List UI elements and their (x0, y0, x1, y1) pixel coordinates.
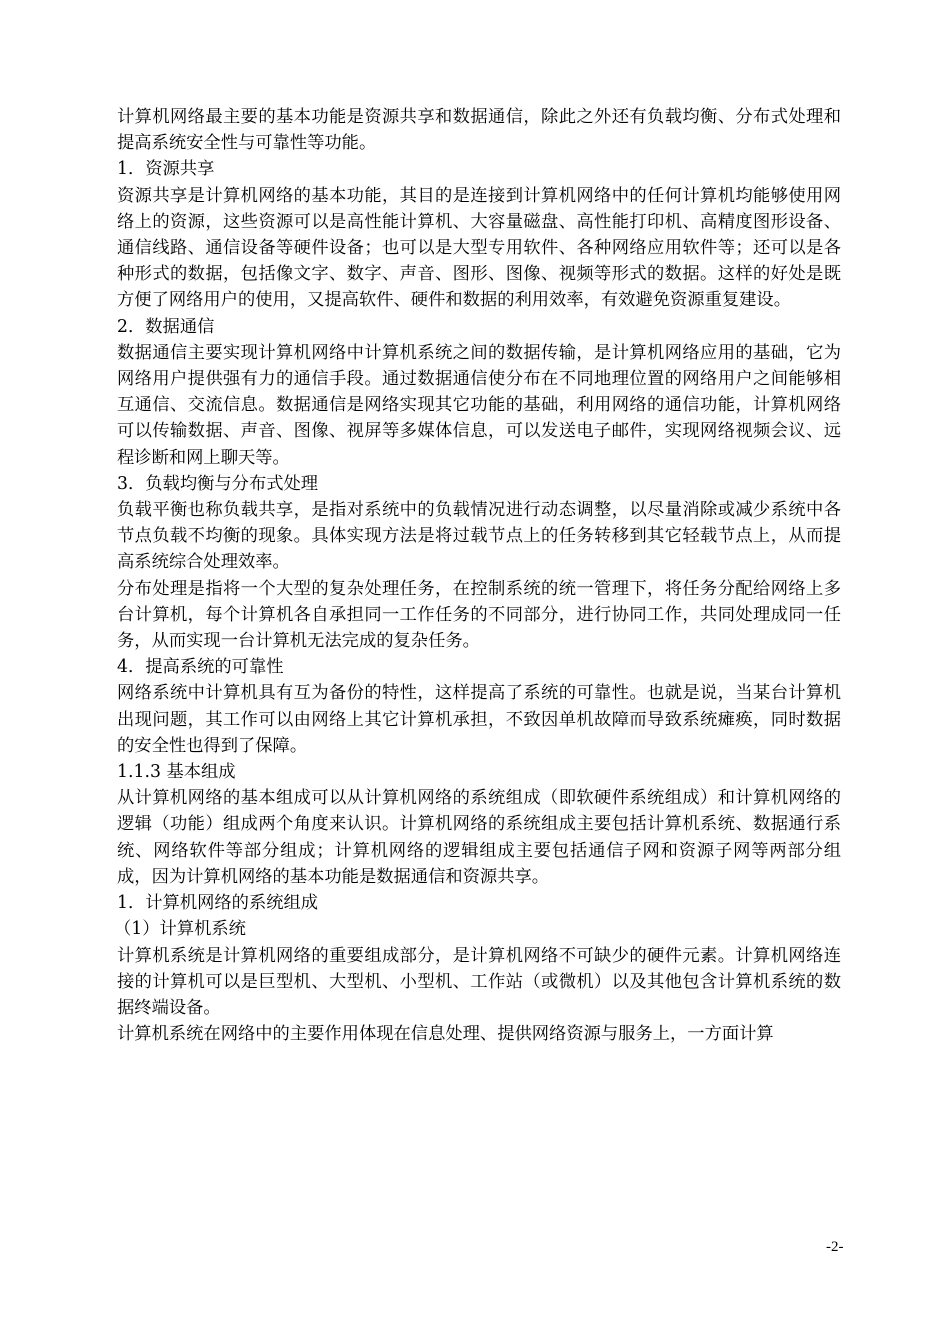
heading-data-communication: 2．数据通信 (117, 316, 215, 337)
heading-reliability: 4．提高系统的可靠性 (117, 657, 284, 678)
paragraph-reliability: 网络系统中计算机具有互为备份的特性，这样提高了系统的可靠性。也就是说，当某台计算机出现问题，其工作可以由网络上其它计算机承担，不致因单机故障而导致系统瘫痪，同时数据的安全性也得到了保障。 (117, 683, 841, 756)
paragraph-basic-composition: 从计算机网络的基本组成可以从计算机网络的系统组成（即软硬件系统组成）和计算机网络的逻辑（功能）组成两个角度来认识。计算机网络的系统组成主要包括计算机系统、数据通行系统、网络软件等部分组成；计算机网络的逻辑组成主要包括通信子网和资源子网等两部分组成，因为计算机网络的基本功能是数据通信和资源共享。 (117, 788, 841, 887)
heading-computer-system: （1）计算机系统 (114, 919, 246, 940)
document-body (114, 104, 841, 1047)
paragraph-distributed-processing: 分布处理是指将一个大型的复杂处理任务，在控制系统的统一管理下，将任务分配给网络上多台计算机，每个计算机各自承担同一工作任务的不同部分，进行协同工作，共同处理成同一任务，从而实现一台计算机无法完成的复杂任务。 (117, 578, 841, 652)
paragraph-resource-sharing: 资源共享是计算机网络的基本功能，其目的是连接到计算机网络中的任何计算机均能够使用网络上的资源，这些资源可以是高性能计算机、大容量磁盘、高性能打印机、高精度图形设备、通信线路、通信设备等硬件设备；也可以是大型专用软件、各种网络应用软件等；还可以是各种形式的数据，包括像文字、数字、声音、图形、图像、视频等形式的数据。这样的好处是既方便了网络用户的使用，又提高软件、硬件和数据的利用效率，有效避免资源重复建设。 (117, 185, 841, 311)
heading-basic-composition: 1.1.3 基本组成 (117, 762, 236, 783)
paragraph-data-communication: 数据通信主要实现计算机网络中计算机系统之间的数据传输，是计算机网络应用的基础，它为网络用户提供强有力的通信手段。通过数据通信使分布在不同地理位置的网络用户之间能够相互通信、交流信息。数据通信是网络实现其它功能的基础，利用网络的通信功能，计算机网络可以传输数据、声音、图像、视屏等多媒体信息，可以发送电子邮件，实现网络视频会议、远程诊断和网上聊天等。 (117, 342, 841, 468)
page-number: -2- (826, 1239, 844, 1255)
heading-load-balancing: 3．负载均衡与分布式处理 (117, 473, 319, 494)
heading-resource-sharing: 1．资源共享 (117, 159, 215, 180)
paragraph-computer-system-role: 计算机系统在网络中的主要作用体现在信息处理、提供网络资源与服务上，一方面计算 (117, 1024, 774, 1045)
intro-paragraph: 计算机网络最主要的基本功能是资源共享和数据通信，除此之外还有负载均衡、分布式处理和提高系统安全性与可靠性等功能。 (117, 107, 841, 154)
heading-system-composition: 1．计算机网络的系统组成 (117, 893, 319, 914)
paragraph-computer-system: 计算机系统是计算机网络的重要组成部分，是计算机网络不可缺少的硬件元素。计算机网络连接的计算机可以是巨型机、大型机、小型机、工作站（或微机）以及其他包含计算机系统的数据终端设备。 (117, 945, 841, 1018)
paragraph-load-balancing: 负载平衡也称负载共享，是指对系统中的负载情况进行动态调整，以尽量消除或减少系统中各节点负载不均衡的现象。具体实现方法是将过载节点上的任务转移到其它轻载节点上，从而提高系统综合处理效率。 (117, 500, 841, 573)
